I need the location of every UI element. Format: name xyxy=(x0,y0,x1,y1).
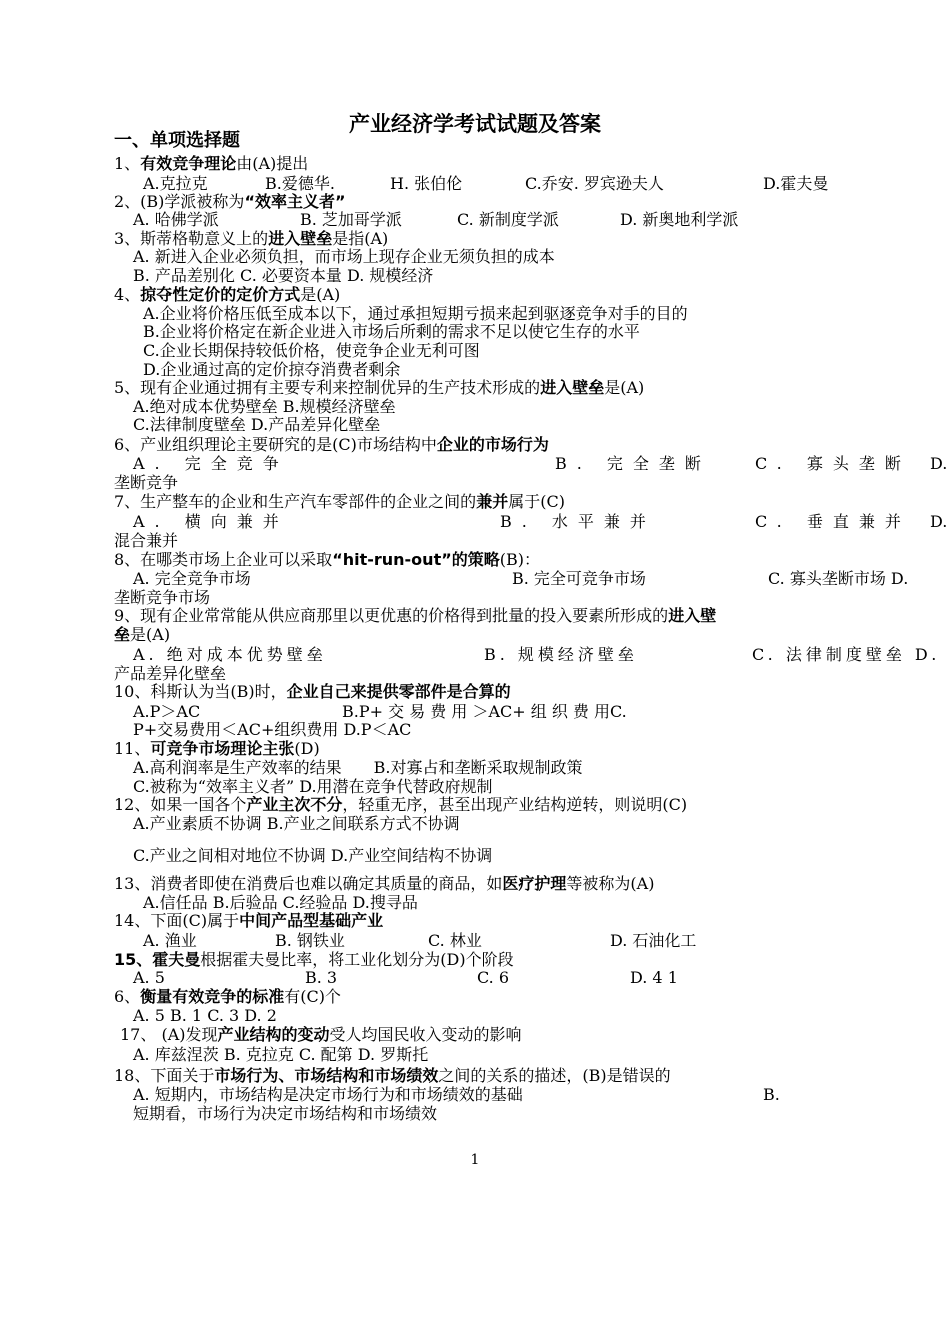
q18-option-a: A. 短期内，市场结构是决定市场行为和市场绩效的基础 xyxy=(133,1085,523,1104)
q10-options-cd: P+交易费用＜AC+组织费用 D.P＜AC xyxy=(133,720,412,739)
question-6: 6、产业组织理论主要研究的是(C)市场结构中企业的市场行为 xyxy=(114,435,549,454)
question-15: 15、霍夫曼根据霍夫曼比率，将工业化划分为(D)个阶段 xyxy=(114,950,514,969)
question-16: 6、衡量有效竞争的标准有(C)个 xyxy=(114,987,341,1006)
q15-option-a: A. 5 xyxy=(133,968,165,987)
q4-option-b: B.企业将价格定在新企业进入市场后所剩的需求不足以使它生存的水平 xyxy=(143,322,640,341)
q3-options-bcd: B. 产品差别化 C. 必要资本量 D. 规模经济 xyxy=(133,266,434,285)
q6-option-b: B. 完全垄断 xyxy=(555,454,711,473)
q4-option-a: A.企业将价格压低至成本以下，通过承担短期亏损来起到驱逐竞争对手的目的 xyxy=(143,304,688,323)
q10-option-a: A.P＞AC xyxy=(133,702,201,721)
q9-option-c: C. 法律制度壁垒 D. xyxy=(752,645,941,664)
q11-options-cd: C.被称为“效率主义者” D.用潜在竞争代替政府规制 xyxy=(133,777,493,796)
q15-option-b: B. 3 xyxy=(305,968,338,987)
question-1: 1、有效竞争理论由(A)提出 xyxy=(114,154,309,173)
q14-option-a: A. 渔业 xyxy=(143,931,197,950)
question-7: 7、生产整车的企业和生产汽车零部件的企业之间的兼并属于(C) xyxy=(114,492,565,511)
q15-option-d: D. 4 1 xyxy=(630,968,678,987)
question-13: 13、消费者即使在消费后也难以确定其质量的商品，如医疗护理等被称为(A) xyxy=(114,874,655,893)
question-12: 12、如果一国各个产业主次不分，轻重无序，甚至出现产业结构逆转，则说明(C) xyxy=(114,795,688,814)
q2-option-a: A. 哈佛学派 xyxy=(133,210,219,229)
q2-option-b: B. 芝加哥学派 xyxy=(300,210,402,229)
q1-option-b: B.爱德华. xyxy=(265,174,335,193)
question-18: 18、下面关于市场行为、市场结构和市场绩效之间的关系的描述，(B)是错误的 xyxy=(114,1066,671,1085)
q18-option-b-label: B. xyxy=(763,1085,780,1104)
q7-option-d: D. xyxy=(930,512,948,531)
q11-options-ab: A.高利润率是生产效率的结果 B.对寡占和垄断采取规制政策 xyxy=(133,758,583,777)
question-9-wrap: 垒是(A) xyxy=(114,625,171,644)
q7-option-a: A. 横向兼并 xyxy=(133,512,289,531)
q1-option-h: H. 张伯伦 xyxy=(390,174,463,193)
q5-options-cd: C.法律制度壁垒 D.产品差异化壁垒 xyxy=(133,415,381,434)
q4-option-d: D.企业通过高的定价掠夺消费者剩余 xyxy=(143,360,401,379)
q12-options-ab: A.产业素质不协调 B.产业之间联系方式不协调 xyxy=(133,814,460,833)
q8-option-b: B. 完全可竞争市场 xyxy=(512,569,646,588)
q1-option-a: A.克拉克 xyxy=(143,174,208,193)
q2-option-c: C. 新制度学派 xyxy=(457,210,559,229)
q17-options: A. 库兹涅茨 B. 克拉克 C. 配第 D. 罗斯托 xyxy=(133,1045,429,1064)
question-14: 14、下面(C)属于中间产品型基础产业 xyxy=(114,911,384,930)
document-title: 产业经济学考试试题及答案 xyxy=(349,112,601,136)
q6-option-d: D. xyxy=(930,454,948,473)
question-3: 3、斯蒂格勒意义上的进入壁垒是指(A) xyxy=(114,229,389,248)
q3-option-a: A. 新进入企业必须负担，而市场上现存企业无须负担的成本 xyxy=(133,247,555,266)
page-number: 1 xyxy=(470,1152,480,1168)
question-11: 11、可竞争市场理论主张(D) xyxy=(114,739,320,758)
q7-option-b: B. 水平兼并 xyxy=(500,512,656,531)
q6-option-d-wrap: 垄断竞争 xyxy=(114,473,179,492)
q4-option-c: C.企业长期保持较低价格，使竞争企业无利可图 xyxy=(143,341,480,360)
question-10: 10、科斯认为当(B)时，企业自己来提供零部件是合算的 xyxy=(114,682,511,701)
q9-option-b: B. 规模经济壁垒 xyxy=(484,645,638,664)
q6-option-c: C. 寡头垄断 xyxy=(755,454,911,473)
question-9: 9、现有企业常常能从供应商那里以更优惠的价格得到批量的投入要素所形成的进入壁 xyxy=(114,606,717,625)
q5-options-ab: A.绝对成本优势壁垒 B.规模经济壁垒 xyxy=(133,397,396,416)
q1-option-c: C.乔安. 罗宾逊夫人 xyxy=(525,174,664,193)
q14-option-c: C. 林业 xyxy=(428,931,482,950)
q7-option-c: C. 垂直兼并 xyxy=(755,512,911,531)
q13-options: A.信任品 B.后验品 C.经验品 D.搜寻品 xyxy=(143,893,418,912)
q18-option-b: 短期看，市场行为决定市场结构和市场绩效 xyxy=(133,1104,438,1123)
q14-option-b: B. 钢铁业 xyxy=(275,931,345,950)
q2-option-d: D. 新奥地利学派 xyxy=(620,210,739,229)
q1-option-d: D.霍夫曼 xyxy=(763,174,829,193)
q8-option-a: A. 完全竞争市场 xyxy=(133,569,251,588)
q14-option-d: D. 石油化工 xyxy=(610,931,697,950)
q9-option-a: A. 绝对成本优势壁垒 xyxy=(133,645,327,664)
q8-option-c: C. 寡头垄断市场 D. xyxy=(768,569,909,588)
question-8: 8、在哪类市场上企业可以采取“hit-run-out”的策略(B)： xyxy=(114,550,540,569)
q9-option-d-wrap: 产品差异化壁垒 xyxy=(114,664,227,683)
q15-option-c: C. 6 xyxy=(477,968,510,987)
q8-option-d-wrap: 垄断竞争市场 xyxy=(114,588,211,607)
question-2: 2、(B)学派被称为“效率主义者” xyxy=(114,192,346,211)
q7-option-d-wrap: 混合兼并 xyxy=(114,531,179,550)
q6-option-a: A. 完全竞争 xyxy=(133,454,289,473)
q12-options-cd: C.产业之间相对地位不协调 D.产业空间结构不协调 xyxy=(133,846,493,865)
question-5: 5、现有企业通过拥有主要专利来控制优异的生产技术形成的进入壁垒是(A) xyxy=(114,378,645,397)
q16-options: A. 5 B. 1 C. 3 D. 2 xyxy=(133,1006,277,1025)
q10-option-b: B.P+ 交 易 费 用 ＞AC+ 组 织 费 用C. xyxy=(342,702,627,721)
question-4: 4、掠夺性定价的定价方式是(A) xyxy=(114,285,341,304)
section-heading: 一、单项选择题 xyxy=(114,130,240,151)
question-17: 17、 (A)发现产业结构的变动受人均国民收入变动的影响 xyxy=(120,1025,522,1044)
